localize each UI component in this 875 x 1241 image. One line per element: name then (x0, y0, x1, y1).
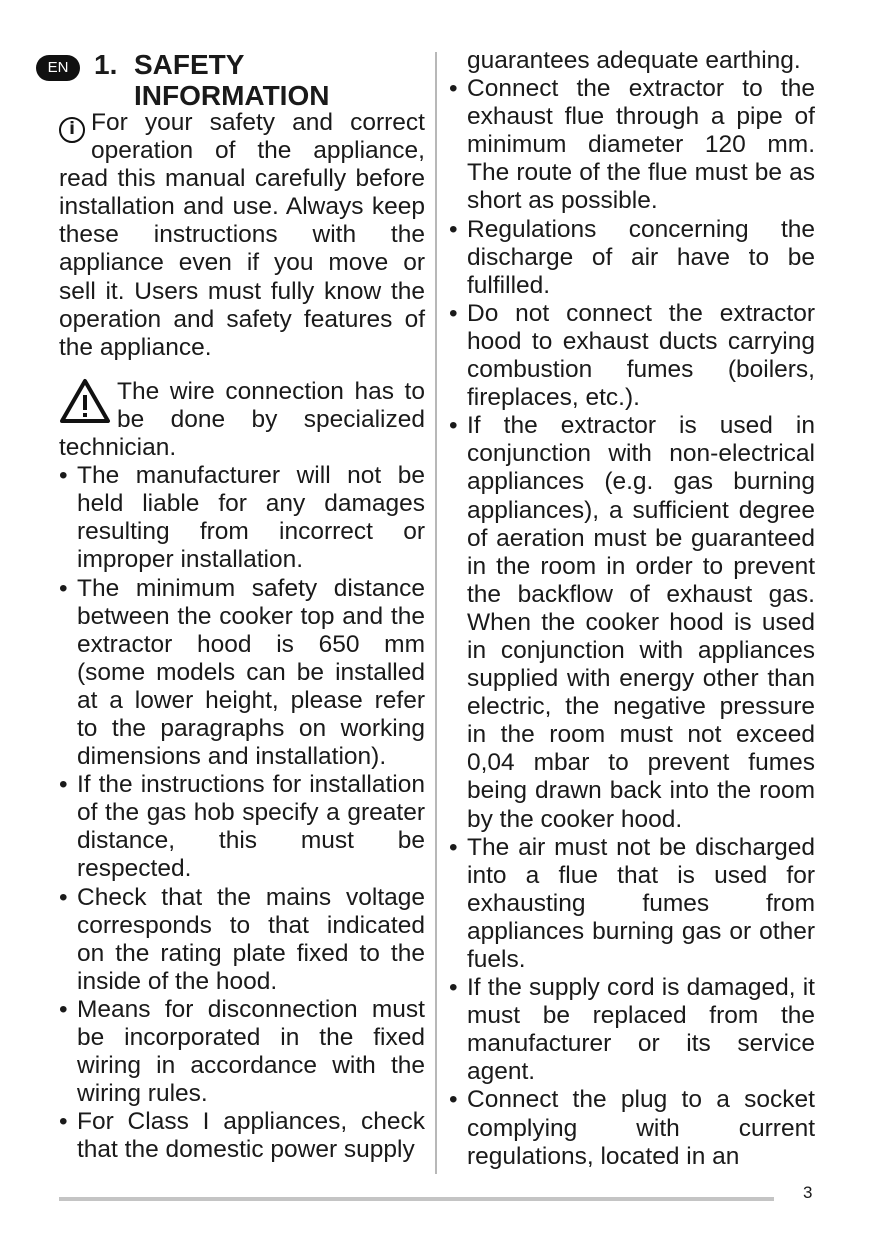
footer-rule (59, 1197, 774, 1201)
bullet-marker: • (59, 1108, 68, 1136)
section-heading (94, 49, 329, 111)
column-divider (435, 52, 437, 1174)
bullet-item (449, 300, 815, 412)
info-icon: i (59, 117, 85, 143)
bullet-marker: • (449, 75, 458, 103)
bullet-item (449, 75, 815, 215)
bullet-marker: • (59, 574, 68, 602)
bullet-text: The air must not be discharged into a flue that is used for exhausting fumes from appliances burning gas or other fuels. (467, 833, 815, 973)
bullet-marker: • (59, 771, 68, 799)
bullet-item (449, 974, 815, 1086)
bullet-text: The manufacturer will not be held liable for any damages resulting from incorrect or improper installation. (77, 462, 425, 574)
bullet-text: For Class I appliances, check that the domestic power supply (77, 1108, 425, 1164)
bullet-marker: • (449, 974, 458, 1002)
bullet-item (59, 996, 425, 1108)
bullet-item (449, 412, 815, 833)
bullet-text: Connect the extractor to the exhaust flue through a pipe of minimum diameter 120 mm. The route of the flue must be as short as possible. (467, 75, 815, 215)
bullet-marker: • (59, 462, 68, 490)
right-bullet-list (449, 75, 815, 1171)
intro-text: For your safety and correct operation of the appliance, read this manual carefully before installation and use. Always keep these instructions with the appliance even if you move or sell it. Users must fully know the operation and safety features of the appliance. (59, 109, 425, 361)
bullet-text: The minimum safety distance between the cooker top and the extractor hood is 650 mm (some models can be installed at a lower height, please refer to the paragraphs on working dimensions and installation). (77, 574, 425, 771)
warning-text: The wire connection has to be done by specialized technician. (59, 377, 425, 462)
warning-block (59, 362, 425, 462)
bullet-item (449, 834, 815, 974)
section-number: 1. (94, 49, 118, 80)
bullet-marker: • (59, 995, 68, 1023)
bullet-marker: • (449, 1086, 458, 1114)
bullet-marker: • (449, 215, 458, 243)
left-column (59, 109, 425, 1164)
warning-triangle-icon (59, 378, 111, 424)
bullet-marker: • (59, 883, 68, 911)
left-bullet-list (59, 462, 425, 1164)
bullet-text: Do not connect the extractor hood to exhaust ducts carrying combustion fumes (boilers, fireplaces, etc.). (467, 299, 815, 412)
bullet-item (449, 1086, 815, 1170)
bullet-text: If the extractor is used in conjunction with non-electrical appliances (e.g. gas burning appliances), a sufficient degree of aeration must be guaranteed in the room in order to prevent the backflow of exhaust gas. When the cooker hood is used in conjunction with appliances supplied with energy other than electric, the negative pressure in the room must not exceed 0,04 mbar to prevent fumes being drawn back into the room by the cooker hood. (467, 412, 815, 833)
continued-text: guarantees adequate earthing. (467, 47, 801, 74)
bullet-marker: • (449, 833, 458, 861)
bullet-item (59, 771, 425, 883)
bullet-text: Check that the mains voltage corresponds to that indicated on the rating plate fixed to the inside of the hood. (77, 883, 425, 995)
bullet-item (59, 884, 425, 996)
bullet-text: Regulations concerning the discharge of air have to be fulfilled. (467, 215, 815, 299)
bullet-item (449, 216, 815, 300)
bullet-marker: • (449, 299, 458, 327)
bullet-item (59, 575, 425, 772)
right-column (449, 47, 815, 1171)
bullet-text: If the instructions for installation of the gas hob specify a greater distance, this must be respected. (77, 771, 425, 883)
page-number: 3 (803, 1183, 813, 1202)
intro-paragraph (59, 109, 425, 362)
bullet-text: Connect the plug to a socket complying with current regulations, located in an (467, 1086, 815, 1170)
bullet-text: Means for disconnection must be incorporated in the fixed wiring in accordance with the wiring rules. (77, 995, 425, 1108)
bullet-text: If the supply cord is damaged, it must be replaced from the manufacturer or its service agent. (467, 974, 815, 1086)
language-badge: EN (36, 55, 80, 81)
bullet-item (59, 1108, 425, 1164)
section-title-line1: SAFETY (134, 49, 245, 80)
section-title-line2: INFORMATION (134, 80, 330, 111)
bullet-item (59, 462, 425, 574)
bullet-marker: • (449, 412, 458, 440)
